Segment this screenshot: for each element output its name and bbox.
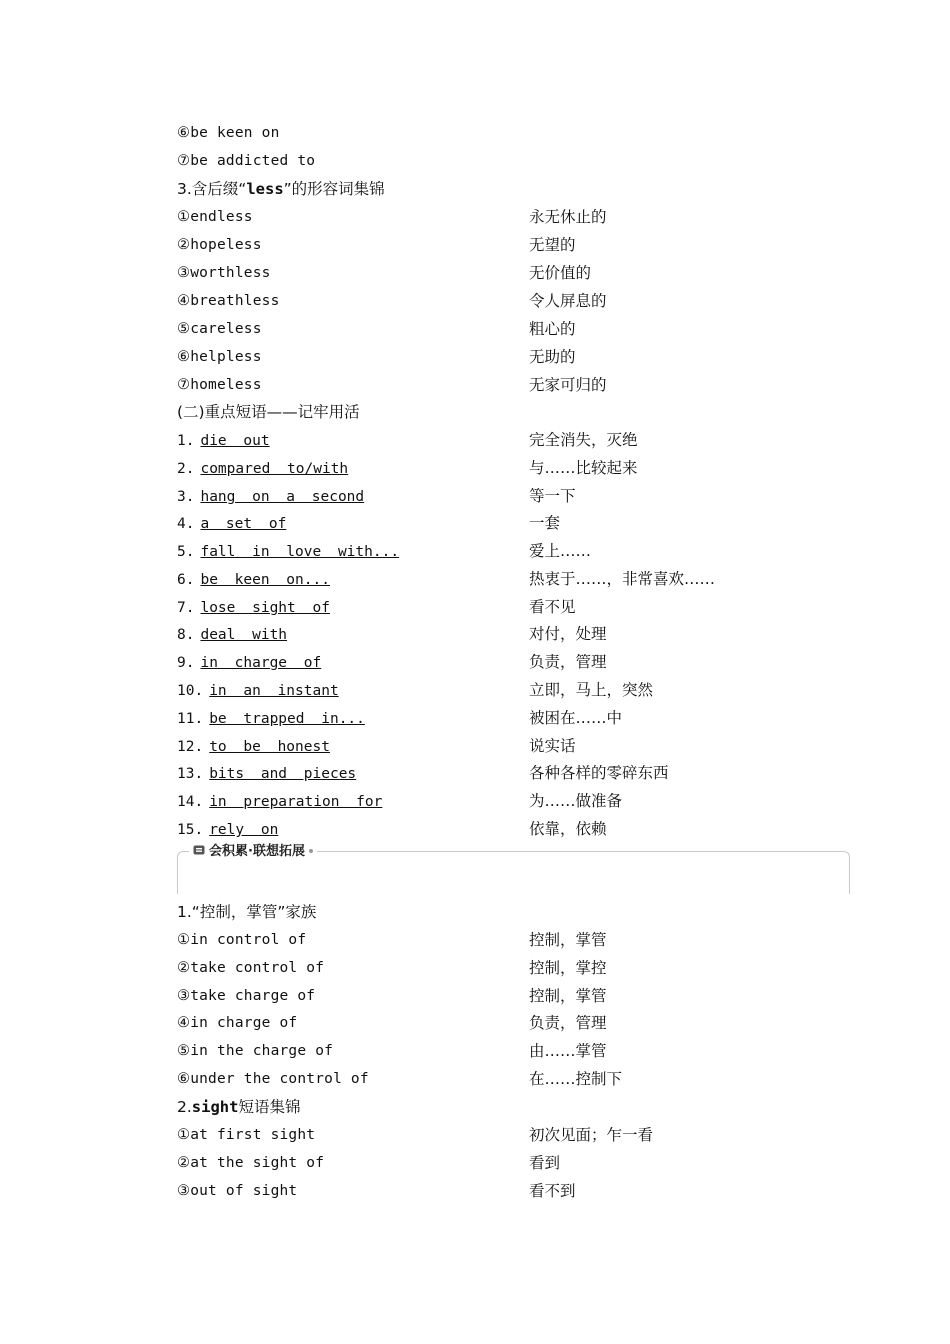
heading-suffix: ”的形容词集锦 [283,180,385,198]
phrase-meaning: 被困在……中 [529,709,623,727]
phrase-row [177,817,278,841]
phrase-answer: compared to/with [200,461,349,477]
section-heading: 1.“控制，掌管”家族 [177,903,317,921]
list-item-en: ④breathless [177,293,280,309]
heading-suffix: 短语集锦 [238,1098,301,1116]
phrase-row [177,484,364,508]
phrase-meaning: 为……做准备 [529,792,623,810]
phrase-answer: lose sight of [200,600,330,616]
list-item-en: ⑤in the charge of [177,1043,334,1059]
list-item-en: ①endless [177,209,253,225]
list-item-en: ③out of sight [177,1183,298,1199]
section-heading [177,177,385,201]
list-item-en: ③take charge of [177,988,316,1004]
phrase-answer: in charge of [200,655,322,671]
list-item-zh: 无望的 [529,236,576,254]
list-item-en: ⑦homeless [177,377,262,393]
list-item-zh: 无助的 [529,348,576,366]
phrase-number: 5. [177,544,195,560]
phrase-answer: a set of [200,516,287,532]
phrase-number: 7. [177,600,195,616]
phrase-meaning: 一套 [529,514,561,532]
phrase-row [177,595,330,619]
phrase-row [177,622,287,646]
list-item-zh: 看不到 [529,1182,576,1200]
phrase-answer: rely on [209,822,279,838]
section-box-title [189,842,317,862]
phrase-number: 12. [177,739,204,755]
section-heading: (二)重点短语——记牢用活 [177,403,360,421]
list-item-zh: 控制，掌管 [529,931,607,949]
phrase-row [177,734,330,758]
phrase-answer: be keen on... [200,572,330,588]
phrase-number: 13. [177,766,204,782]
phrase-answer: die out [200,433,270,449]
phrase-meaning: 立即，马上，突然 [529,681,654,699]
phrase-row [177,706,365,730]
phrase-number: 8. [177,627,195,643]
phrase-answer: in preparation for [209,794,383,810]
phrase-number: 11. [177,711,204,727]
list-item-en: ④in charge of [177,1015,298,1031]
phrase-meaning: 热衷于……，非常喜欢…… [529,570,716,588]
list-item-en: ⑥helpless [177,349,262,365]
phrase-number: 10. [177,683,204,699]
list-item-zh: 无价值的 [529,264,592,282]
phrase-answer: to be honest [209,739,330,755]
phrase-meaning: 各种各样的零碎东西 [529,764,669,782]
phrase-meaning: 看不见 [529,598,576,616]
phrase-meaning: 对付，处理 [529,625,607,643]
list-item-zh: 控制，掌管 [529,987,607,1005]
phrase-meaning: 与……比较起来 [529,459,638,477]
section-heading [177,1095,300,1119]
phrase-number: 9. [177,655,195,671]
phrase-number: 4. [177,516,195,532]
list-item: ⑥be keen on [177,125,280,141]
phrase-answer: be trapped in... [209,711,365,727]
list-item-zh: 在……控制下 [529,1070,623,1088]
phrase-number: 15. [177,822,204,838]
phrase-row [177,650,321,674]
phrase-answer: fall in love with... [200,544,400,560]
phrase-number: 3. [177,489,195,505]
phrase-number: 6. [177,572,195,588]
phrase-number: 2. [177,461,195,477]
heading-keyword: sight [191,1098,239,1116]
box-title-text: 会积累·联想拓展 [209,844,305,859]
phrase-row [177,567,330,591]
list-item-en: ①in control of [177,932,307,948]
phrase-answer: in an instant [209,683,339,699]
phrase-meaning: 爱上…… [529,542,592,560]
phrase-row [177,428,270,452]
list-item-en: ③worthless [177,265,271,281]
list-item-en: ①at first sight [177,1127,316,1143]
list-item-zh: 由……掌管 [529,1042,607,1060]
phrase-row [177,761,356,785]
phrase-answer: deal with [200,627,288,643]
list-item-en: ⑤careless [177,321,262,337]
phrase-meaning: 说实话 [529,737,576,755]
dot-icon [309,849,313,853]
list-item-zh: 看到 [529,1154,561,1172]
list-item-en: ⑥under the control of [177,1071,369,1087]
list-item-zh: 控制，掌控 [529,959,607,977]
phrase-row [177,678,339,702]
list-item-zh: 令人屏息的 [529,292,607,310]
phrase-number: 14. [177,794,204,810]
heading-prefix: 2. [177,1098,192,1116]
heading-prefix: 3.含后缀“ [177,180,247,198]
phrase-row [177,539,399,563]
phrase-row [177,511,286,535]
phrase-row [177,789,382,813]
list-item-zh: 粗心的 [529,320,576,338]
list-item-en: ②at the sight of [177,1155,325,1171]
list-item-zh: 无家可归的 [529,376,607,394]
phrase-number: 1. [177,433,195,449]
phrase-meaning: 依靠，依赖 [529,820,607,838]
phrase-answer: hang on a second [200,489,365,505]
phrase-answer: bits and pieces [209,766,357,782]
list-item-en: ②hopeless [177,237,262,253]
phrase-meaning: 完全消失，灭绝 [529,431,638,449]
phrase-row [177,456,348,480]
heading-keyword: less [246,180,284,198]
phrase-meaning: 等一下 [529,487,576,505]
list-item-en: ②take control of [177,960,325,976]
list-item-zh: 负责，管理 [529,1014,607,1032]
list-item: ⑦be addicted to [177,153,316,169]
phrase-meaning: 负责，管理 [529,653,607,671]
list-item-zh: 初次见面；乍一看 [529,1126,654,1144]
list-item-zh: 永无休止的 [529,208,607,226]
book-icon [193,843,205,855]
